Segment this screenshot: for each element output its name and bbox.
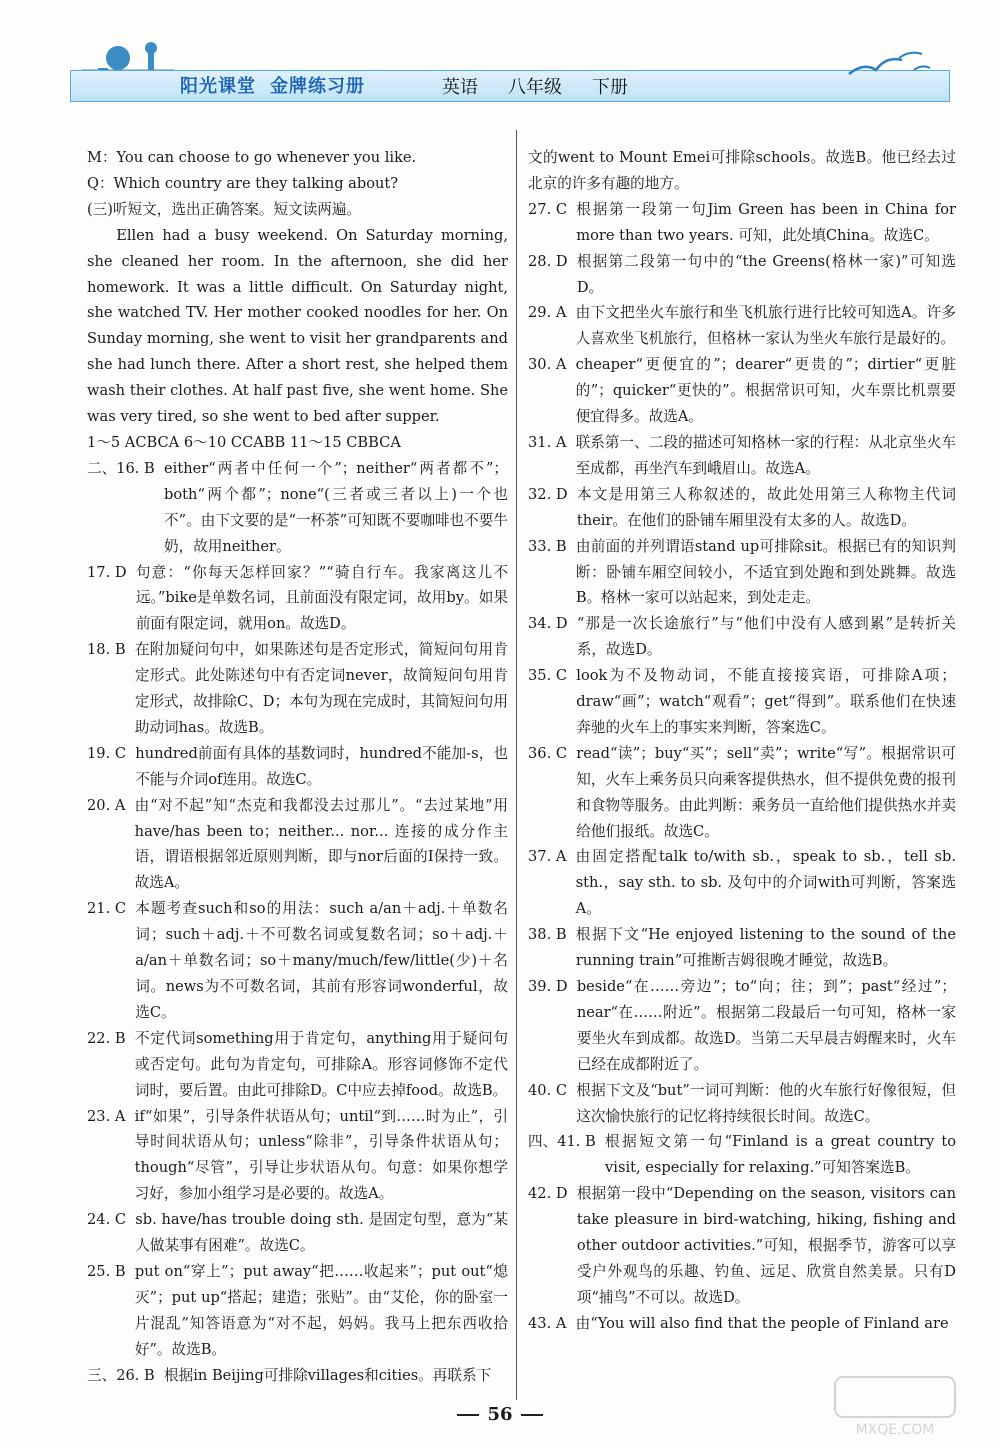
answer-explanation: 由“You will also find that the people of Finland are bbox=[575, 1314, 949, 1332]
answer-item bbox=[528, 974, 956, 1078]
answer-item bbox=[87, 1026, 508, 1104]
paragraph: M：You can choose to go whenever you like. bbox=[87, 149, 417, 166]
volume: 下册 bbox=[592, 77, 628, 98]
answer-number: 30. A bbox=[528, 356, 576, 374]
paragraph: 1～5 ACBCA 6～10 CCABB 11～15 CBBCA bbox=[87, 433, 401, 451]
column-divider bbox=[516, 130, 517, 1400]
answer-item bbox=[528, 352, 956, 430]
brand-part1: 阳光课堂 bbox=[180, 76, 256, 97]
answer-item bbox=[87, 637, 508, 741]
answer-explanation: 根据in Beijing可排除villages和cities。再联系下 bbox=[164, 1366, 492, 1384]
answer-explanation: “那是一次长途旅行”与“他们中没有人感到累”是转折关系，故选D。 bbox=[576, 615, 956, 659]
dash-left bbox=[457, 1414, 479, 1416]
paragraph: Q：Which country are they talking about? bbox=[87, 174, 399, 192]
answer-item bbox=[528, 922, 956, 974]
answer-number: 24. C bbox=[87, 1211, 136, 1229]
grade: 八年级 bbox=[508, 77, 562, 98]
brand-title bbox=[180, 72, 365, 98]
paragraph: 文的went to Mount Emei可排除schools。故选B。他已经去过北京的许多有趣的地方。 bbox=[528, 149, 956, 192]
answer-number: 20. A bbox=[87, 796, 135, 814]
answer-number: 43. A bbox=[528, 1314, 576, 1332]
answer-item bbox=[87, 793, 508, 897]
answer-number: 三、26. B bbox=[87, 1366, 165, 1384]
header-banner bbox=[70, 40, 948, 104]
answer-number: 32. D bbox=[528, 485, 577, 503]
answer-number: 21. C bbox=[87, 900, 136, 918]
answer-number: 28. D bbox=[528, 252, 577, 270]
right-column bbox=[528, 145, 956, 1337]
answer-explanation: 根据第一段第一句Jim Green has been in China for more than two years. 可知，此处填China。故选C。 bbox=[576, 200, 956, 244]
left-column bbox=[87, 145, 508, 1389]
answer-item bbox=[87, 1207, 508, 1259]
answer-explanation: 根据第一段中“Depending on the season, visitors can take pleasure in bird-watching, hiking, fishing and other outdoor activities.”可知，根据季节，游客可以享受户外观鸟的乐趣、钓鱼、远足、欣赏自然美景。只有D项“捕鸟”不可以。故选D。 bbox=[576, 1185, 956, 1306]
answer-number: 17. D bbox=[87, 563, 136, 581]
answer-item bbox=[87, 560, 508, 638]
answer-explanation: 在附加疑问句中，如果陈述句是否定形式，简短问句用肯定形式。此处陈述句中有否定词never，故简短问句用肯定形式，故排除C、D；本句为现在完成时，其简短问句用助动词has。故选B。 bbox=[134, 641, 508, 736]
answer-number: 42. D bbox=[528, 1185, 577, 1203]
answer-number: 39. D bbox=[528, 978, 577, 995]
answer-explanation: 不定代词something用于肯定句，anything用于疑问句或否定句。此句为肯定句，可排除A。形容词修饰不定代词时，要后置。由此可排除D。C中应去掉food。故选B。 bbox=[134, 1029, 508, 1099]
answer-item bbox=[87, 741, 508, 793]
answer-number: 19. C bbox=[87, 744, 136, 762]
answer-explanation: sb. have/has trouble doing sth. 是固定句型，意为“某人做某事有困难”。故选C。 bbox=[135, 1211, 508, 1255]
answer-number: 22. B bbox=[87, 1029, 135, 1047]
answer-item bbox=[87, 1363, 508, 1389]
paragraph: Ellen had a busy weekend. On Saturday morning, she cleaned her room. In the afternoon, she did her homework. It was a little difficult. On Saturday night, she watched TV. Her mother cooked noodles for her. On Sunday morning, she went to visit her grandparents and she had lunch there. After a short rest, she helped them wash their clothes. At half past five, she went home. She was very tired, so she went to bed after supper. bbox=[87, 226, 508, 426]
answer-explanation: 根据第二段第一句中的“the Greens(格林一家)”可知选D。 bbox=[576, 252, 956, 296]
answer-item bbox=[87, 1259, 508, 1363]
answer-item bbox=[528, 482, 956, 534]
brand-part2: 金牌练习册 bbox=[270, 76, 365, 97]
answer-explanation: 根据下文“He enjoyed listening to the sound of the running train”可推断吉姆很晚才睡觉，故选B。 bbox=[575, 926, 956, 970]
answer-explanation: 由“对不起”知“杰克和我都没去过那儿”。“去过某地”用have/has been to；neither... nor... 连接的成分作主语，谓语根据邻近原则判断，即与nor后面的I保持一致。故选A。 bbox=[134, 796, 508, 892]
answer-number: 二、16. B bbox=[87, 459, 165, 477]
answer-item bbox=[87, 1104, 508, 1208]
answer-explanation: 句意：“你每天怎样回家？”“骑自行车。我家离这儿不远。”bike是单数名词，且前面没有限定词，故用by。如果前面有限定词，就用on。故选D。 bbox=[135, 563, 508, 633]
answer-item bbox=[528, 844, 956, 922]
answer-item bbox=[528, 197, 956, 249]
answer-explanation: 由前面的并列谓语stand up可排除sit。根据已有的知识判断：卧铺车厢空间较小，不适宜到处跑和到处跳舞。故选B。格林一家可以站起来，到处走走。 bbox=[575, 537, 956, 607]
answer-number: 四、41. B bbox=[528, 1133, 606, 1151]
answer-explanation: cheaper“更便宜的”；dearer“更贵的”；dirtier“更脏的”；quicker“更快的”。根据常识可知，火车票比机票要便宜得多。故选A。 bbox=[575, 356, 956, 426]
answer-number: 25. B bbox=[87, 1262, 135, 1280]
answer-explanation: either“两者中任何一个”；neither“两者都不”；both“两个都”；none“(三者或三者以上)一个也不”。由下文要的是“一杯茶”可知既不要咖啡也不要牛奶，故用neither。 bbox=[164, 459, 508, 555]
answer-explanation: 根据短文第一句“Finland is a great country to visit, especially for relaxing.”可知答案选B。 bbox=[605, 1133, 956, 1177]
answer-item bbox=[528, 1129, 956, 1181]
answer-number: 23. A bbox=[87, 1107, 135, 1125]
answer-number: 40. C bbox=[528, 1081, 577, 1099]
answer-item bbox=[528, 1181, 956, 1311]
subject: 英语 bbox=[442, 77, 478, 98]
answer-item bbox=[528, 741, 956, 845]
answer-item bbox=[87, 896, 508, 1026]
answer-explanation: hundred前面有具体的基数词时，hundred不能加-s，也不能与介词of连用。故选C。 bbox=[135, 744, 508, 788]
answer-item bbox=[87, 456, 508, 560]
answer-explanation: read“读”；buy“买”；sell“卖”；write“写”。根据常识可知，火车上乘务员只向乘客提供热水，但不提供免费的报刊和食物等服务。由此判断：乘务员一直给他们提供热水并卖给他们报纸。故选C。 bbox=[576, 744, 956, 840]
answer-number: 18. B bbox=[87, 641, 135, 659]
answer-item bbox=[528, 430, 956, 482]
answer-explanation: 本文是用第三人称叙述的，故此处用第三人称物主代词their。在他们的卧铺车厢里没有太多的人。故选D。 bbox=[576, 485, 956, 529]
answer-number: 38. B bbox=[528, 926, 576, 944]
answer-number: 29. A bbox=[528, 304, 576, 322]
answer-number: 36. C bbox=[528, 744, 577, 762]
page-number-text: 56 bbox=[487, 1404, 513, 1425]
answer-number: 27. C bbox=[528, 200, 577, 218]
watermark-logo bbox=[830, 1372, 960, 1442]
answer-item bbox=[528, 534, 956, 612]
dash-right bbox=[521, 1414, 543, 1416]
answer-number: 33. B bbox=[528, 537, 576, 555]
answer-explanation: beside“在……旁边”；to“向；往；到”；past“经过”；near“在……附近”。根据第二段最后一句可知，格林一家要坐火车到成都。故选D。当第二天早晨吉姆醒来时，火车已经在成都附近了。 bbox=[576, 978, 956, 1073]
paragraph: (三)听短文，选出正确答案。短文读两遍。 bbox=[87, 200, 362, 218]
watermark-text: MXQE.COM bbox=[855, 1422, 935, 1438]
answer-explanation: put on“穿上”；put away“把……收起来”；put out“熄灭”；put up“搭起；建造；张贴”。由“艾伦，你的卧室一片混乱”知答语意为“对不起，妈妈。我马上把东西收拾好”。故选B。 bbox=[134, 1262, 508, 1358]
answer-explanation: 由下文把坐火车旅行和坐飞机旅行进行比较可知选A。许多人喜欢坐飞机旅行，但格林一家认为坐火车旅行是最好的。 bbox=[575, 304, 956, 348]
subject-line bbox=[442, 73, 658, 99]
answer-explanation: 根据下文及“but”一词可判断：他的火车旅行好像很短，但这次愉快旅行的记忆将持续很长时间。故选C。 bbox=[576, 1081, 956, 1125]
birds-icon bbox=[844, 44, 934, 84]
answer-explanation: look为不及物动词，不能直接接宾语，可排除A项；draw“画”；watch“观看”；get“得到”。联系他们在快速奔驰的火车上的事实来判断，答案选C。 bbox=[576, 667, 956, 736]
answer-item bbox=[528, 249, 956, 301]
answer-item bbox=[528, 611, 956, 663]
answer-explanation: 联系第一、二段的描述可知格林一家的行程：从北京坐火车至成都，再坐汽车到峨眉山。故选A。 bbox=[575, 433, 956, 477]
answer-explanation: 本题考查such和so的用法：such a/an＋adj.＋单数名词；such＋adj.＋不可数名词或复数名词；so＋adj.＋a/an＋单数名词；so＋many/much/few/little(少)＋名词。news为不可数名词，其前有形容词wonderful，故选C。 bbox=[135, 900, 508, 1021]
answer-item bbox=[528, 1311, 956, 1337]
answer-explanation: 由固定搭配talk to/with sb.，speak to sb.，tell sb. sth.，say sth. to sb. 及句中的介词with可判断，答案选A。 bbox=[575, 848, 956, 918]
answer-number: 37. A bbox=[528, 848, 576, 866]
answer-number: 31. A bbox=[528, 433, 576, 451]
answer-item bbox=[528, 300, 956, 352]
answer-number: 35. C bbox=[528, 667, 577, 685]
answer-number: 34. D bbox=[528, 615, 577, 633]
answer-item bbox=[528, 663, 956, 741]
answer-explanation: if“如果”，引导条件状语从句；until“到……时为止”，引导时间状语从句；unless“除非”，引导条件状语从句；though“尽管”，引导让步状语从句。句意：如果你想学习好，参加小组学习是必要的。故选A。 bbox=[134, 1107, 508, 1203]
answer-item bbox=[528, 1078, 956, 1130]
